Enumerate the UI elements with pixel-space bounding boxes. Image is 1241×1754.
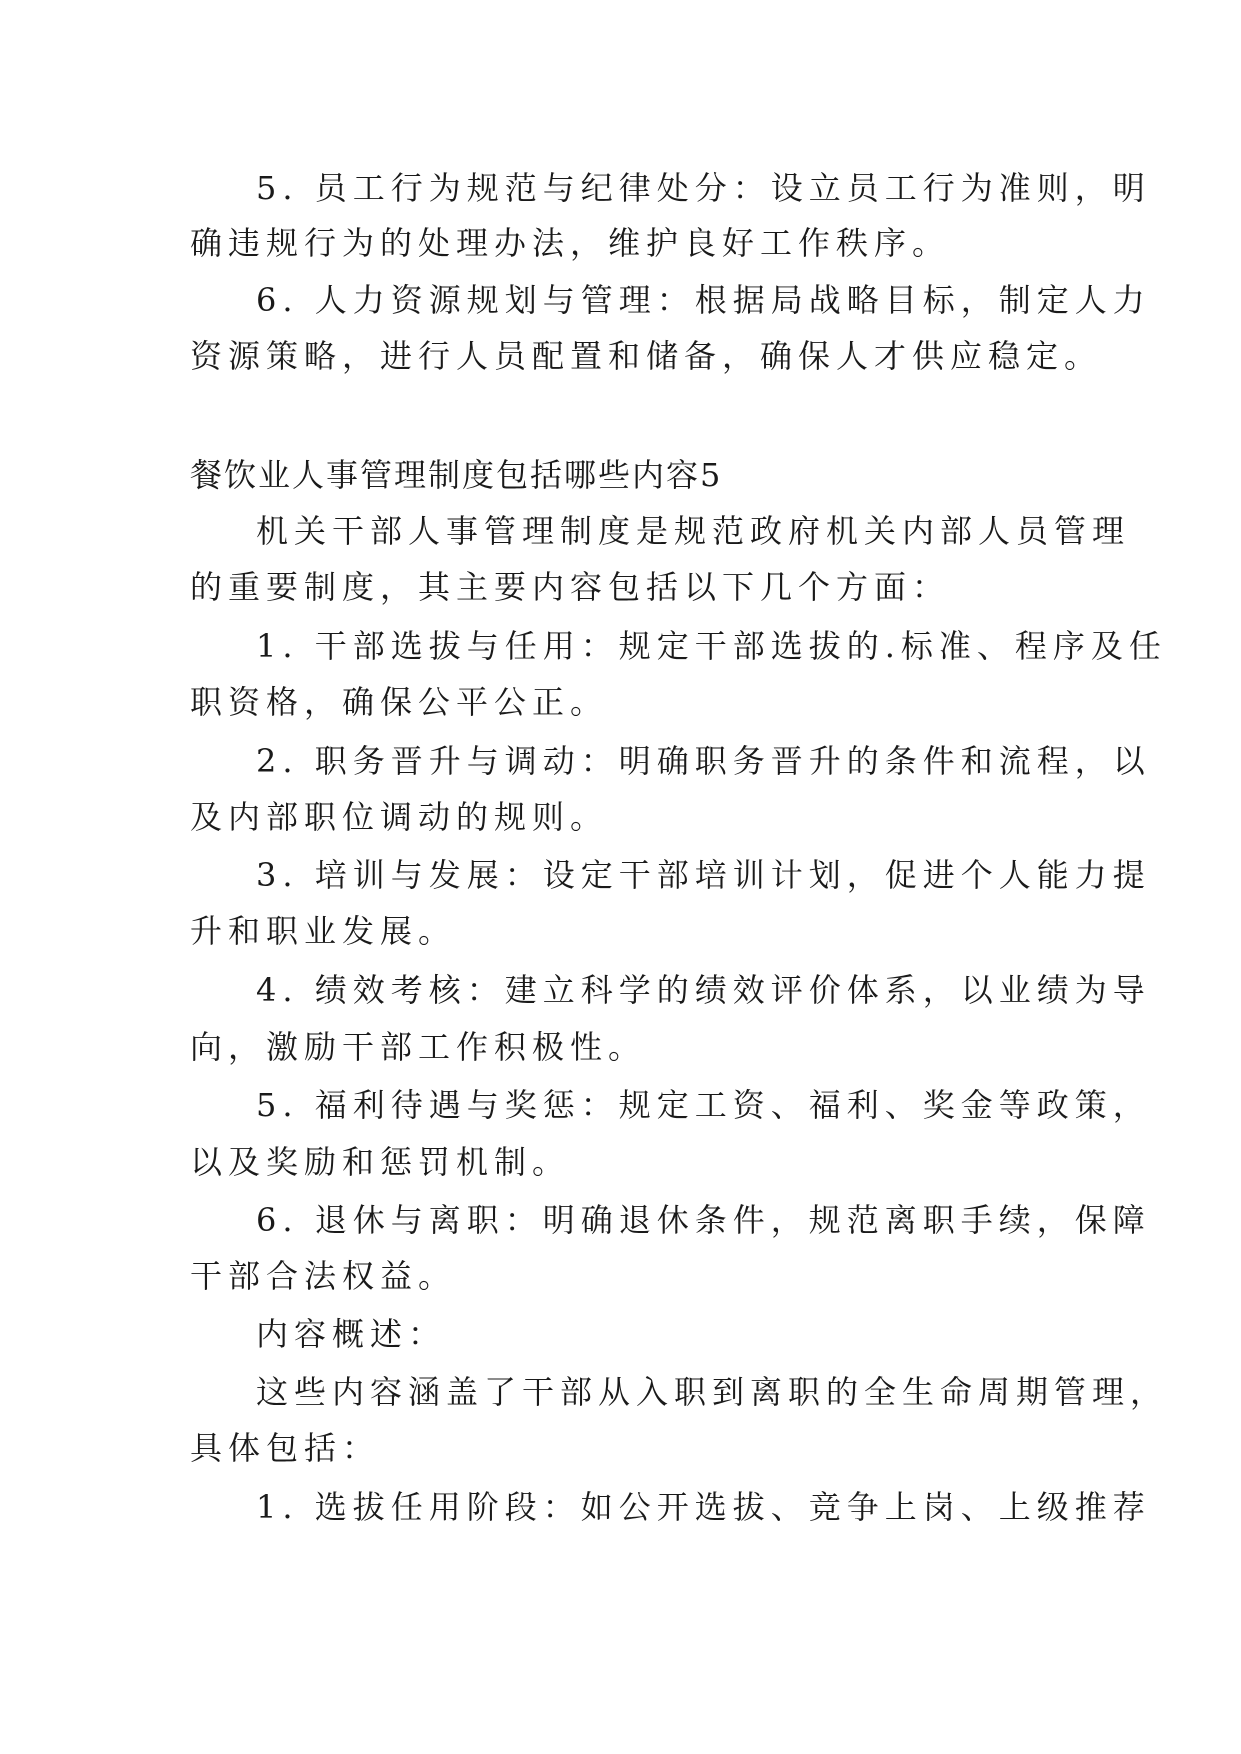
- text-line: 2. 职务晋升与调动：明确职务晋升的条件和流程，以: [256, 742, 1151, 780]
- text-line: 资源策略，进行人员配置和储备，确保人才供应稳定。: [190, 337, 1103, 375]
- text-line: 5. 员工行为规范与纪律处分：设立员工行为准则，明: [256, 169, 1151, 207]
- text-line: 6. 人力资源规划与管理：根据局战略目标，制定人力: [256, 281, 1151, 319]
- text-line: 机关干部人事管理制度是规范政府机关内部人员管理: [256, 512, 1131, 550]
- text-line: 具体包括：: [190, 1429, 381, 1467]
- text-line: 向，激励干部工作积极性。: [190, 1028, 647, 1066]
- text-line: 这些内容涵盖了干部从入职到离职的全生命周期管理，: [256, 1373, 1169, 1411]
- text-line: 1. 干部选拔与任用：规定干部选拔的.标准、程序及任: [256, 627, 1167, 665]
- text-line: 1. 选拔任用阶段：如公开选拔、竞争上岗、上级推荐: [256, 1488, 1151, 1526]
- text-line: 确违规行为的处理办法，维护良好工作秩序。: [190, 224, 951, 262]
- text-line: 职资格，确保公平公正。: [190, 683, 609, 721]
- text-line: 3. 培训与发展：设定干部培训计划，促进个人能力提: [256, 856, 1151, 894]
- text-line: 升和职业发展。: [190, 912, 457, 950]
- text-line: 及内部职位调动的规则。: [190, 798, 609, 836]
- text-line: 内容概述：: [256, 1315, 447, 1353]
- text-line: 5. 福利待遇与奖惩：规定工资、福利、奖金等政策，: [256, 1086, 1151, 1124]
- text-line: 4. 绩效考核：建立科学的绩效评价体系，以业绩为导: [256, 971, 1151, 1009]
- section-heading: 餐饮业人事管理制度包括哪些内容5: [190, 456, 723, 494]
- text-line: 6. 退休与离职：明确退休条件，规范离职手续，保障: [256, 1201, 1151, 1239]
- text-line: 干部合法权益。: [190, 1257, 457, 1295]
- text-line: 的重要制度，其主要内容包括以下几个方面：: [190, 568, 951, 606]
- text-line: 以及奖励和惩罚机制。: [190, 1143, 571, 1181]
